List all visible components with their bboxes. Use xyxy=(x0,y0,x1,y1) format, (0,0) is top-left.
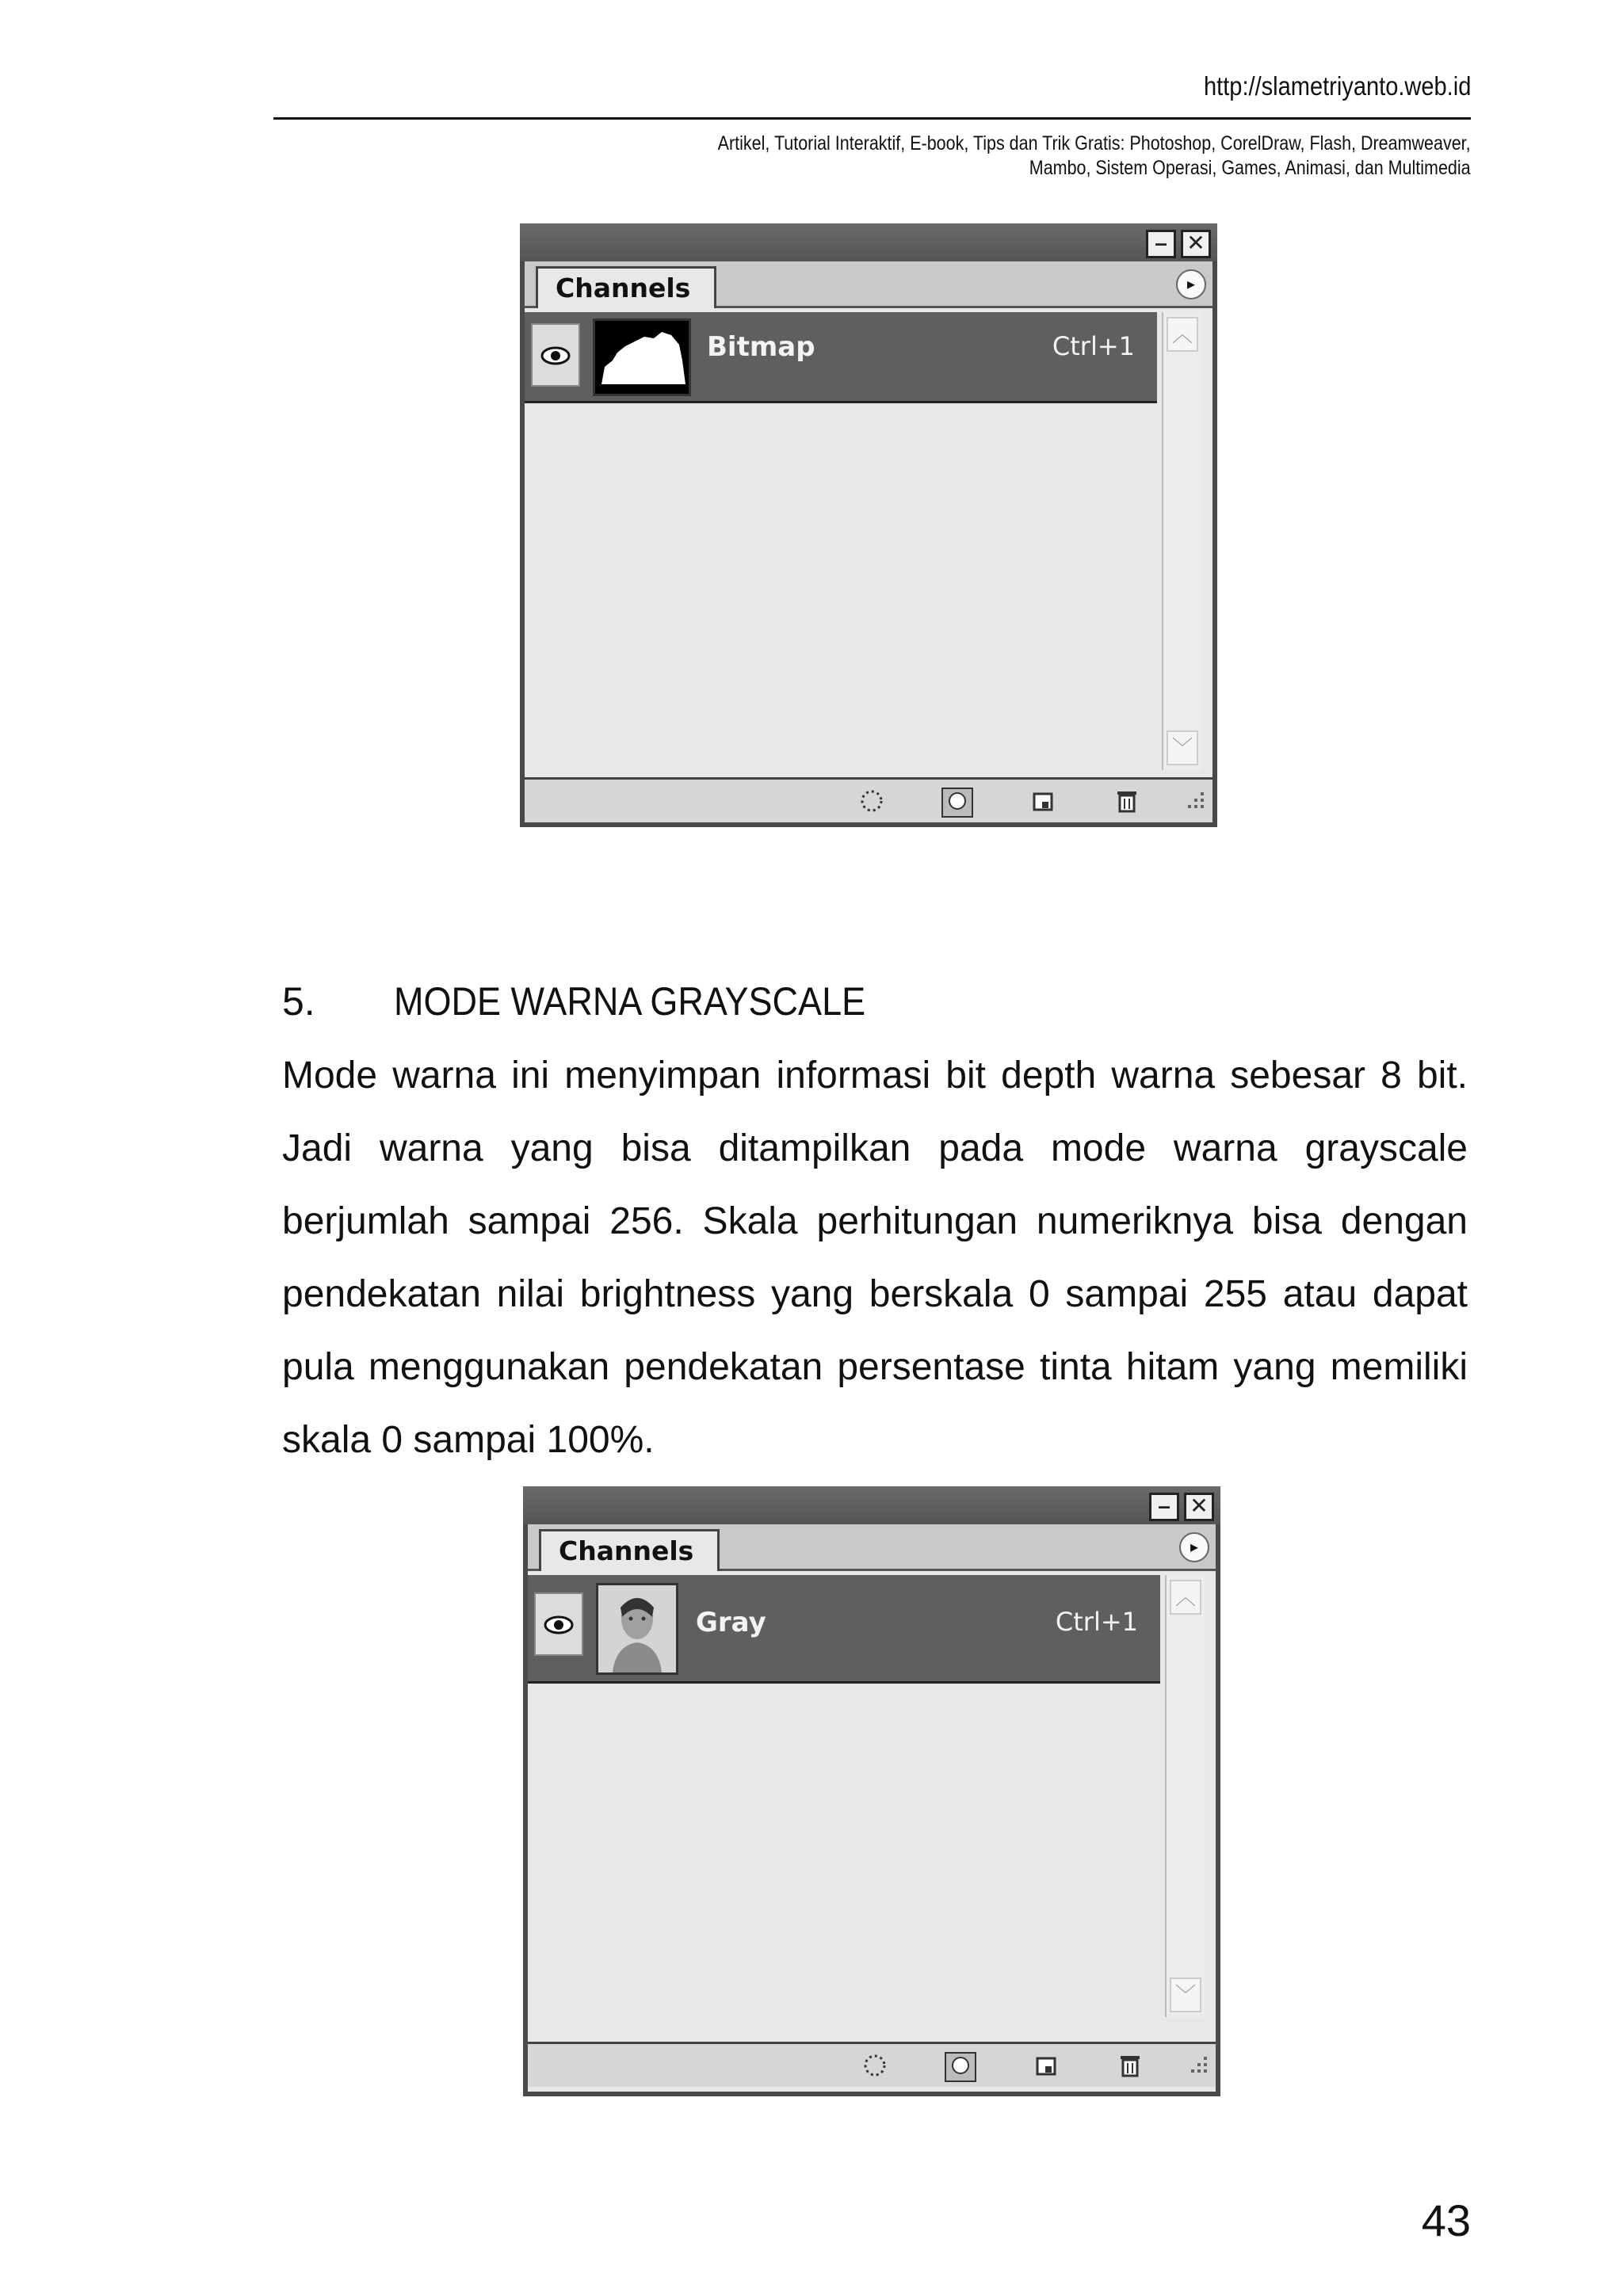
chevron-up-icon[interactable]: ︿ xyxy=(1170,1580,1201,1615)
mask-icon[interactable] xyxy=(941,788,973,818)
dotted-circle-icon[interactable] xyxy=(857,788,886,814)
section-body: Mode warna ini menyimpan informasi bit depth warna sebesar 8 bit. Jadi warna yang bisa ditampilkan pada mode warna grayscale berjumlah sampai 256. Skala perhitungan numeriknya bisa dengan pendekatan nilai brightness yang berskala 0 sampai 255 atau dapat pula menggunakan pendekatan persentase tinta hitam yang memiliki skala 0 sampai 100%. xyxy=(282,1055,1468,1461)
trash-icon[interactable] xyxy=(1116,2052,1144,2079)
header-subtitle-line2: Mambo, Sistem Operasi, Games, Animasi, dan Multimedia xyxy=(1029,157,1471,179)
channels-panel-gray xyxy=(523,1486,1220,2096)
panel-titlebar[interactable] xyxy=(523,1486,1220,1524)
panel-menu-button[interactable]: ▸ xyxy=(1176,269,1206,299)
chevron-up-icon[interactable]: ︿ xyxy=(1167,317,1198,352)
scrollbar[interactable] xyxy=(1162,312,1201,770)
channel-name: Bitmap xyxy=(707,331,815,363)
channels-panel-bitmap xyxy=(520,223,1217,827)
panel-menu-button[interactable]: ▸ xyxy=(1179,1532,1209,1562)
mask-icon[interactable] xyxy=(945,2052,976,2082)
panel-bottom-bar xyxy=(525,777,1212,822)
eye-icon[interactable] xyxy=(534,1592,583,1656)
channel-name: Gray xyxy=(696,1607,766,1638)
eye-icon[interactable] xyxy=(531,323,580,387)
channel-shortcut: Ctrl+1 xyxy=(1052,331,1135,361)
chevron-down-icon[interactable]: ﹀ xyxy=(1167,730,1198,765)
new-channel-icon[interactable] xyxy=(1029,788,1057,814)
header-subtitle xyxy=(718,132,1471,181)
close-button[interactable]: ✕ xyxy=(1184,1493,1214,1521)
scrollbar[interactable] xyxy=(1165,1575,1205,2017)
tab-row xyxy=(525,261,1212,308)
channel-row-bitmap[interactable] xyxy=(525,312,1157,403)
panel-bottom-bar xyxy=(528,2042,1216,2087)
page-number: 43 xyxy=(1421,2195,1471,2245)
panel-body xyxy=(528,1524,1216,2092)
channel-thumbnail xyxy=(596,1583,678,1675)
header-subtitle-line1: Artikel, Tutorial Interaktif, E-book, Tips dan Trik Gratis: Photoshop, CorelDraw, Flash, Dreamweaver, xyxy=(718,132,1471,154)
resize-grip-icon[interactable] xyxy=(1181,788,1209,814)
panel-body xyxy=(525,261,1212,822)
new-channel-icon[interactable] xyxy=(1032,2052,1060,2079)
panel-titlebar[interactable] xyxy=(520,223,1217,261)
tab-channels[interactable]: Channels xyxy=(539,1529,720,1571)
header-url: http://slametriyanto.web.id xyxy=(1203,71,1471,101)
section-number: 5. xyxy=(282,979,315,1024)
resize-grip-icon[interactable] xyxy=(1184,2052,1212,2079)
close-button[interactable]: ✕ xyxy=(1181,230,1211,258)
channel-shortcut: Ctrl+1 xyxy=(1055,1607,1138,1637)
trash-icon[interactable] xyxy=(1113,788,1141,814)
minimize-button[interactable]: – xyxy=(1149,1493,1179,1521)
tab-channels[interactable]: Channels xyxy=(536,266,716,308)
dotted-circle-icon[interactable] xyxy=(861,2052,889,2079)
tab-row xyxy=(528,1524,1216,1571)
channel-row-gray[interactable] xyxy=(528,1575,1160,1684)
minimize-button[interactable]: – xyxy=(1146,230,1176,258)
chevron-down-icon[interactable]: ﹀ xyxy=(1170,1978,1201,2012)
channel-thumbnail xyxy=(593,318,691,396)
header-divider xyxy=(273,117,1471,120)
section-title: MODE WARNA GRAYSCALE xyxy=(394,979,866,1024)
